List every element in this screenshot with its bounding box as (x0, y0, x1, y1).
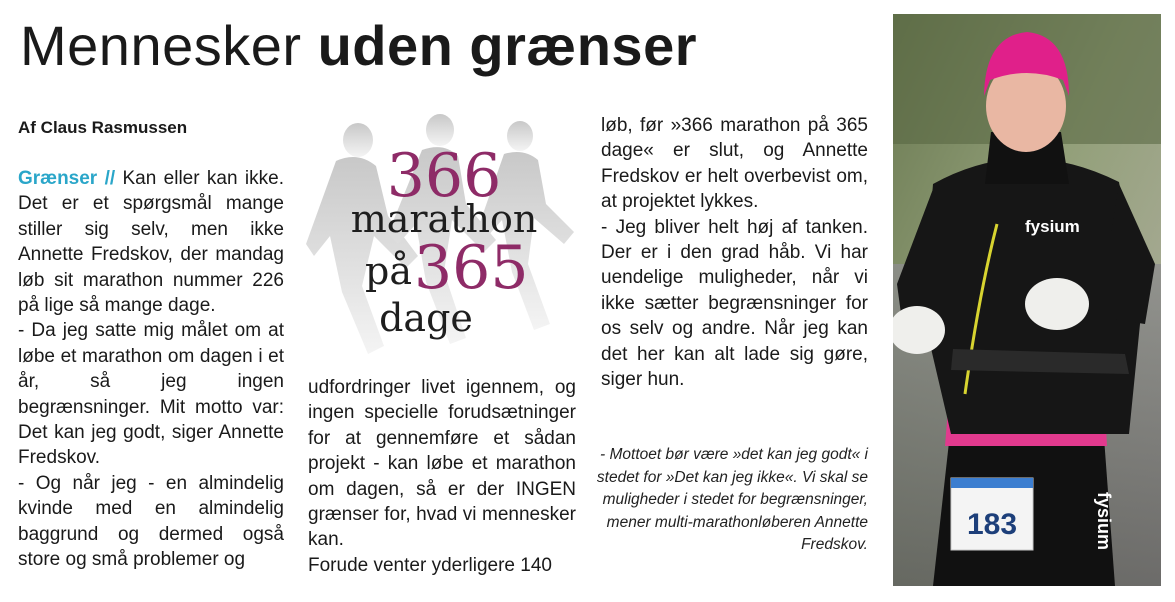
logo-word-marathon: marathon (350, 197, 538, 241)
runner-photo (893, 14, 1161, 586)
tights-brand-logo: fysium (1094, 492, 1114, 551)
byline: Af Claus Rasmussen (18, 118, 188, 137)
paragraph: - Og når jeg - en almindelig kvinde med en almindelig baggrund og dermed også store og små problemer og (18, 472, 284, 571)
race-bib-number: 183 (966, 508, 1018, 541)
logo-word-paa: på (365, 249, 412, 293)
pull-quote: - Mottoet bør være »det kan jeg godt« i stedet for »Det kan jeg ikke«. Vi skal se muligheder i stedet for begrænsninger, mener multi-marathonløberen Annette Fredskov. (596, 446, 868, 553)
paragraph: løb, før »366 marathon på 365 dage« er slut, og Annette Fredskov er helt overbevist om, at projektet lykkes. (601, 115, 868, 213)
paragraph: - Da jeg satte mig målet om at løbe et marathon om dagen i et år, så jeg ingen begrænsninger. Mit motto var: Det kan jeg godt, siger Annette Fredskov. (18, 320, 284, 469)
lead-text: Kan eller kan ikke. Det er et spørgsmål mange stiller sig selv, men ikke Annette Fredskov, der mandag løb sit marathon nummer 226 på lige så mange dage. (18, 168, 285, 317)
lead-paragraph (18, 166, 284, 318)
kicker: Grænser // (18, 168, 116, 189)
column-1 (18, 166, 284, 573)
logo-word-dage: dage (379, 296, 473, 340)
headline (20, 12, 697, 80)
paragraph: Forude venter yderligere 140 (308, 554, 552, 576)
paragraph: - Jeg bliver helt høj af tanken. Der er i den grad håb. Vi har uendelige muligheder, når vi ikke sætter begrænsninger for os selv og andre. Når jeg kan det her kan alt lade sig gøre, siger hun. (601, 216, 868, 391)
jacket-brand-logo: fysium (1025, 217, 1080, 236)
logo-number-365: 365 (414, 233, 529, 303)
column-2 (308, 375, 576, 578)
column-3 (601, 113, 868, 392)
logo-number-366: 366 (386, 141, 502, 211)
headline-light: Mennesker (20, 14, 302, 77)
headline-bold: uden grænser (317, 14, 697, 77)
paragraph: udfordringer livet igennem, og ingen specielle forudsætninger for at gennemføre et sådan projekt - kan løbe et marathon om dagen, så er der INGEN grænser for, hvad vi mennesker kan. (308, 377, 576, 551)
marathon-logo (306, 106, 578, 368)
